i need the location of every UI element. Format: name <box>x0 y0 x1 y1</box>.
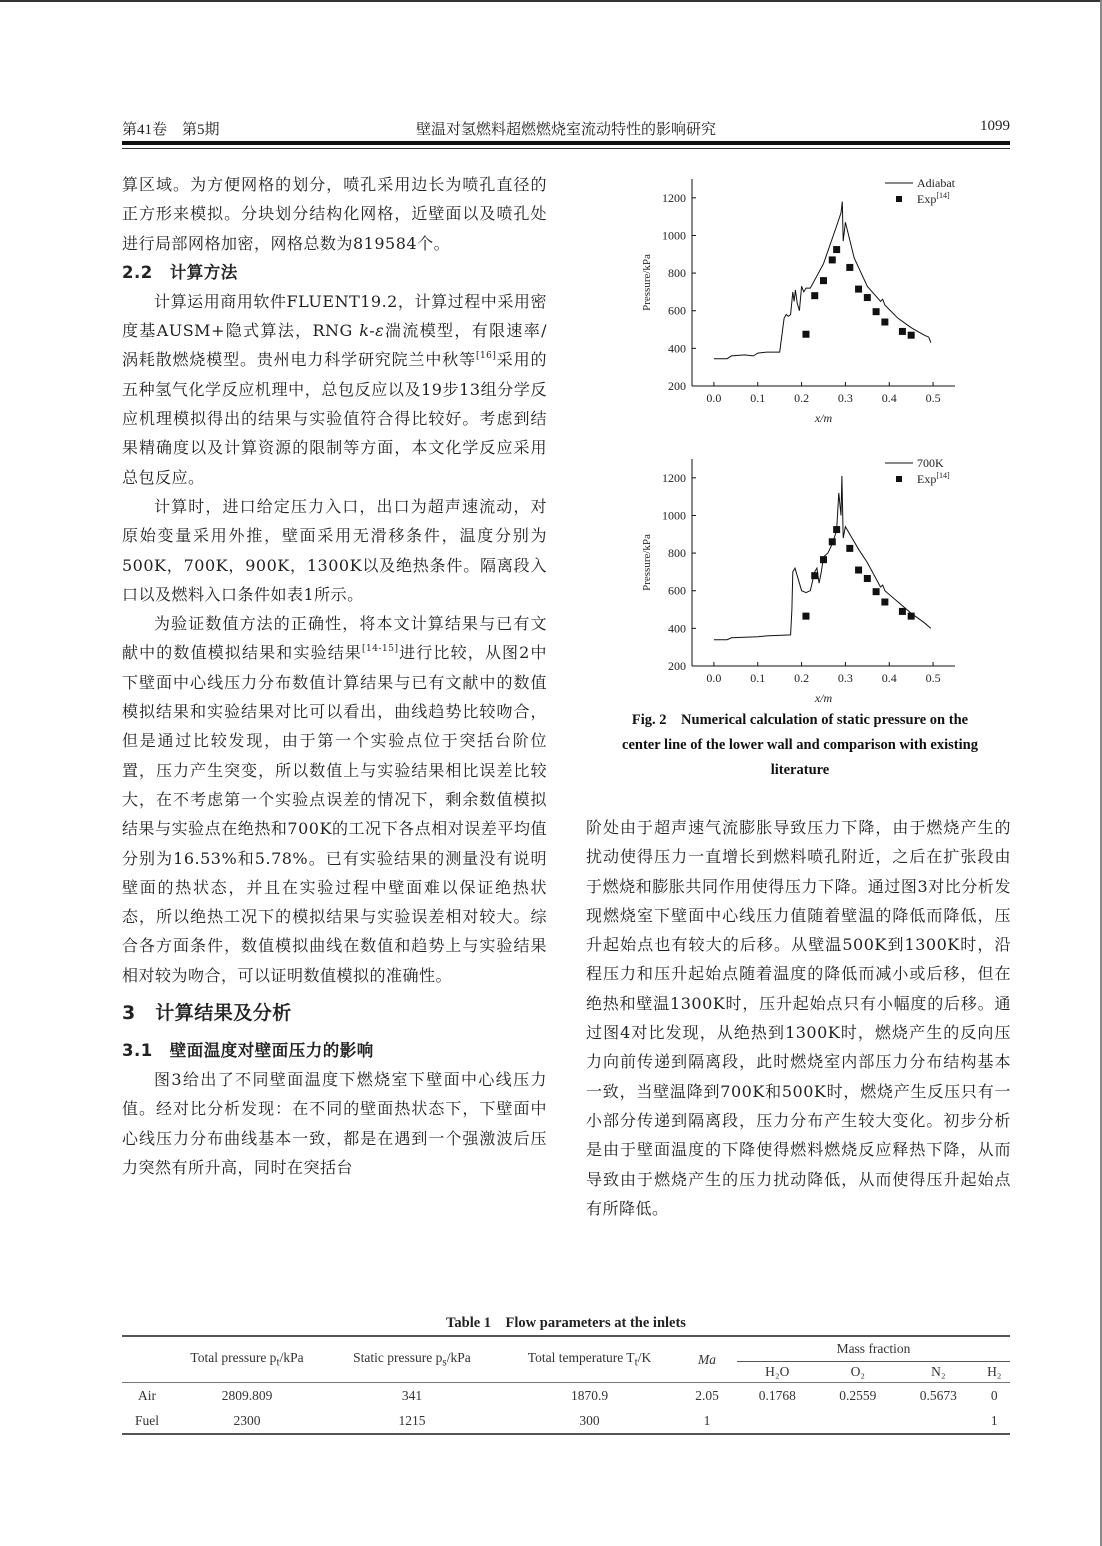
cell-total-pressure: 2809.809 <box>221 1387 273 1403</box>
y-tick-label: 1000 <box>662 228 686 243</box>
section-heading-3: 3 计算结果及分析 <box>122 1002 292 1025</box>
header-rule-thin <box>122 148 1010 149</box>
y-tick-label: 600 <box>668 303 686 318</box>
y-tick-label: 1200 <box>662 190 686 205</box>
experiment-point <box>811 292 818 299</box>
turbulence-model: k-ε <box>359 321 385 341</box>
x-tick-label: 0.0 <box>706 671 722 685</box>
x-tick-label: 0.5 <box>925 671 941 685</box>
experiment-point <box>833 526 840 533</box>
text-span: 为验证数值方法的正确性，将本文计算结果与已有文献中的数值模拟结果和实验结果 <box>122 614 547 663</box>
x-tick-label: 0.1 <box>750 391 766 405</box>
caption-line: literature <box>770 762 830 778</box>
chart-adiabat-svg <box>600 165 1010 430</box>
x-tick-label: 0.1 <box>750 671 766 685</box>
experiment-point <box>820 277 827 284</box>
y-tick-label: 200 <box>668 379 686 393</box>
table-title: Table 1 Flow parameters at the inlets <box>446 1315 686 1331</box>
header-rule-thick <box>122 141 1010 145</box>
cell-name: Air <box>138 1387 156 1403</box>
text-span: 进行比较，从图2中下壁面中心线压力分布数值计算结果与已有文献中的数值模拟结果和实验结果对比可以看出，曲线趋势比较吻合，但是通过比较发现，由于第一个实验点位于突括台阶位置，压力产生突变，所以数值上与实验结果相比误差比较大，在不考虑第一个实验点误差的情况下，剩余数值模拟结果与实验点在绝热和700K的工况下各点相对误差平均值分别为16.53%和5.78%。已有实验结果的测量没有说明壁面的热状态，并且在实验过程中壁面难以保证绝热状态，所以绝热工况下的模拟结果与实验误差相对较大。综合各方面条件，数值模拟曲线在数值和趋势上与实验结果相对较为吻合，可以证明数值模拟的准确性。 <box>122 643 547 985</box>
table-header-mach: Ma <box>677 1336 737 1383</box>
cell-total-temperature: 300 <box>502 1408 677 1434</box>
experiment-point <box>873 308 880 315</box>
x-tick-label: 0.4 <box>881 391 897 405</box>
table-header-o2: O₂ <box>818 1362 899 1383</box>
experiment-point <box>881 319 888 326</box>
header-text: Static pressure p <box>353 1350 443 1366</box>
cell-mach: 2.05 <box>695 1387 719 1403</box>
right-column <box>586 813 1011 1223</box>
legend-line-label: 700K <box>917 456 944 470</box>
cell-h2o <box>737 1408 818 1434</box>
x-tick-label: 0.5 <box>925 391 941 405</box>
chart-adiabat <box>600 165 1010 430</box>
x-tick-label: 0.3 <box>837 391 853 405</box>
header-sub: t <box>634 1356 638 1369</box>
text-span: 采用的五种氢气化学反应机理中，总包反应以及19步13组分学反应机理模拟得出的结果与实验值符合得比较好。考虑到结果精确度以及计算资源的限制等方面，本文化学反应采用总包反应。 <box>122 350 547 487</box>
table-header-h2: H₂ <box>979 1362 1010 1383</box>
text-span: 湍流模型，有限速率/涡耗散燃烧模型。贵州电力科学研究院兰中秋等 <box>122 321 547 370</box>
cell-total-temperature: 1870.9 <box>570 1387 609 1403</box>
experiment-point <box>802 331 809 338</box>
y-axis-label: Pressure/kPa <box>641 534 653 591</box>
legend-scatter-label: Exp[14] <box>917 191 950 206</box>
x-tick-label: 0.2 <box>794 391 810 405</box>
header-text: Total temperature T <box>527 1350 635 1366</box>
table-header-mass-fraction: Mass fraction <box>737 1336 1010 1362</box>
table-row-fuel <box>122 1408 1010 1434</box>
paragraph-boundary-conditions: 计算时，进口给定压力入口，出口为超声速流动，对原始变量采用外推，壁面采用无滑移条件，温度分别为500K，700K，900K，1300K以及绝热条件。隔离段入口以及燃料入口条件如表1所示。 <box>122 496 547 604</box>
experiment-point <box>864 294 871 301</box>
section-heading-3-1: 3.1 壁面温度对壁面压力的影响 <box>122 1041 374 1061</box>
paragraph-pressure-analysis: 阶处由于超声速气流膨胀导致压力下降，由于燃烧产生的扰动使得压力一直增长到燃料喷孔附近，之后在扩张段由于燃烧和膨胀共同作用使得压力下降。通过图3对比分析发现燃烧室下壁面中心线压力值随着壁温的降低而降低，压升起始点也有较大的后移。从壁温500K到1300K时，沿程压力和压升起始点随着温度的降低而减小或后移，但在绝热和壁温1300K时，压升起始点只有小幅度的后移。通过图4对比发现，从绝热到1300K时，燃烧产生的反向压力向前传递到隔离段，此时燃烧室内部压力分布结构基本一致，当壁温降到700K和500K时，燃烧产生反压只有一小部分传递到隔离段，压力分布产生较大变化。初步分析是由于壁面温度的下降使得燃料燃烧反应释热下降，从而导致由于燃烧产生的压力扰动降低，从而使得压升起始点有所降低。 <box>586 818 1011 1218</box>
experiment-point <box>829 538 836 545</box>
cell-n2: 0.5673 <box>919 1387 957 1403</box>
y-tick-label: 800 <box>668 546 686 561</box>
y-tick-label: 400 <box>668 341 686 356</box>
paragraph-wall-temperature: 图3给出了不同壁面温度下燃烧室下壁面中心线压力值。经对比分析发现：在不同的壁面热状态下，下壁面中心线压力分布曲线基本一致，都是在遇到一个强激波后压力突然有所升高，同时在突括台 <box>122 1070 547 1177</box>
figure-caption <box>590 708 1010 783</box>
table-header-h2o: H₂O <box>737 1362 818 1383</box>
experiment-point <box>873 588 880 595</box>
experiment-point <box>855 286 862 293</box>
cell-total-pressure: 2300 <box>172 1408 322 1434</box>
cell-n2 <box>898 1408 979 1434</box>
legend-square-icon <box>896 476 902 482</box>
cell-h2: 0 <box>990 1387 998 1403</box>
cell-h2: 1 <box>979 1408 1010 1434</box>
experiment-point <box>899 328 906 335</box>
experiment-point <box>829 256 836 263</box>
running-title: 壁温对氢燃料超燃燃烧室流动特性的影响研究 <box>415 122 716 138</box>
legend-square-icon <box>896 196 902 202</box>
page-number: 1099 <box>980 118 1010 134</box>
cell-h2o: 0.1768 <box>758 1387 796 1403</box>
y-tick-label: 200 <box>668 659 686 673</box>
experiment-point <box>833 246 840 253</box>
table-row-air <box>122 1383 1010 1409</box>
x-axis-label: x/m <box>814 691 833 705</box>
running-header <box>122 118 1010 138</box>
y-tick-label: 400 <box>668 621 686 636</box>
x-tick-label: 0.0 <box>706 391 722 405</box>
table-header-n2: N₂ <box>898 1362 979 1383</box>
experiment-point <box>846 264 853 271</box>
chart-700k <box>600 445 1010 710</box>
experiment-point <box>846 545 853 552</box>
cell-static-pressure: 1215 <box>322 1408 502 1434</box>
legend-ref: [14] <box>936 471 950 480</box>
header-sub: t <box>276 1356 280 1369</box>
cell-o2: 0.2559 <box>839 1387 877 1403</box>
table-header-total-temperature <box>502 1336 677 1383</box>
citation-16: [16] <box>475 351 497 362</box>
paragraph-method <box>122 287 547 492</box>
table-header-blank <box>122 1336 172 1383</box>
experiment-point <box>802 613 809 620</box>
experiment-point <box>908 613 915 620</box>
cell-name: Fuel <box>122 1408 172 1434</box>
header-unit: /kPa <box>446 1350 471 1366</box>
y-tick-label: 600 <box>668 583 686 598</box>
header-text: Total pressure p <box>190 1350 277 1366</box>
legend-line-label: Adiabat <box>917 176 955 190</box>
experiment-point <box>820 556 827 563</box>
legend-scatter-label: Exp[14] <box>917 471 950 486</box>
y-axis-label: Pressure/kPa <box>641 254 653 311</box>
y-tick-label: 1000 <box>662 508 686 523</box>
caption-line: center line of the lower wall and comparison with existing <box>622 737 978 753</box>
legend-ref: [14] <box>936 191 950 200</box>
page-top-border <box>0 0 1100 2</box>
left-column <box>122 170 547 1182</box>
cell-o2 <box>818 1408 899 1434</box>
cell-static-pressure: 341 <box>401 1387 423 1403</box>
y-tick-label: 800 <box>668 266 686 281</box>
header-unit: /K <box>637 1350 652 1366</box>
section-heading-2-2: 2.2 计算方法 <box>122 262 238 282</box>
experiment-point <box>908 332 915 339</box>
citation-14-15: [14-15] <box>362 644 399 655</box>
volume-issue: 第41卷 第5期 <box>122 122 220 138</box>
experiment-point <box>811 572 818 579</box>
x-axis-label: x/m <box>814 411 833 425</box>
caption-line: Fig. 2 Numerical calculation of static pressure on the <box>631 712 969 728</box>
experiment-point <box>855 567 862 574</box>
cell-mach: 1 <box>677 1408 737 1434</box>
experiment-point <box>864 575 871 582</box>
flow-parameters-table <box>122 1335 1010 1435</box>
paragraph-mesh: 算区域。为方便网格的划分，喷孔采用边长为喷孔直径的正方形来模拟。分块划分结构化网格，近壁面以及喷孔处进行局部网格加密，网格总数为819584个。 <box>122 175 547 253</box>
chart-700k-svg <box>600 445 1010 710</box>
x-tick-label: 0.2 <box>794 671 810 685</box>
header-unit: /kPa <box>279 1350 304 1366</box>
header-sub: s <box>442 1356 447 1369</box>
x-tick-label: 0.4 <box>881 671 897 685</box>
table-header-static-pressure <box>322 1336 502 1383</box>
x-tick-label: 0.3 <box>837 671 853 685</box>
text-span: 计算运用商用软件FLUENT19.2，计算过程中采用密度基AUSM+隐式算法，RNG <box>122 291 547 341</box>
experiment-point <box>881 599 888 606</box>
paragraph-validation <box>122 609 547 990</box>
table-header-total-pressure <box>172 1336 322 1383</box>
y-tick-label: 1200 <box>662 470 686 485</box>
experiment-point <box>899 608 906 615</box>
